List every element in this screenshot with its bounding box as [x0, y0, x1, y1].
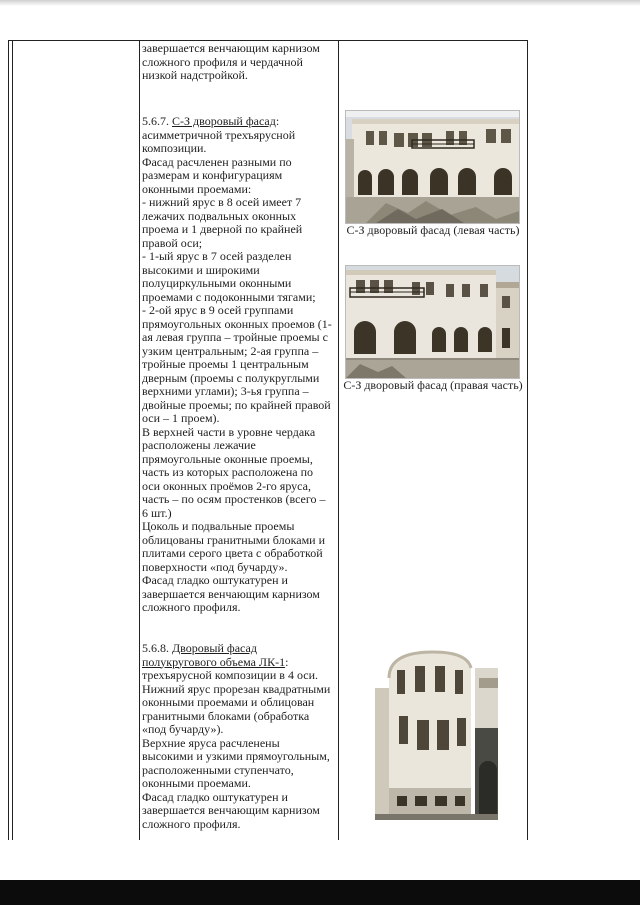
facade-right-photo — [345, 265, 520, 379]
rotunda-image — [375, 648, 498, 820]
facade-left-caption: С-З дворовый фасад (левая часть) — [346, 223, 520, 237]
section-567-paragraph: - нижний ярус в 8 осей имеет 7 лежачих подвальных оконных проема и 1 дверной по крайней правой оси; — [142, 195, 303, 250]
section-568-paragraph: Верхние яруса расчленены высокими и узкими прямоугольным, расположенными ступенчато, оконными проемами. — [142, 735, 330, 790]
facade-left-photo — [345, 110, 520, 224]
section-568-heading-colon: : — [285, 654, 289, 669]
section-567-paragraph: - 2-ой ярус в 9 осей группами прямоугольных оконных проемов (1-ая левая группа – тройные проемы с узким центральным; 2-ая группа – тройные проемы 1 центральным дверным (проемы с полукруглыми верхними углами); 3-ья группа – двойные проемы; по крайней правой оси – 1 проем). — [142, 303, 332, 425]
intro-paragraph — [142, 42, 332, 83]
section-568-paragraph: Нижний ярус прорезан квадратными оконными проемами и облицован гранитными блоками (обработка «под бучарду»). — [142, 681, 331, 736]
section-567-heading: С-З дворовый фасад — [172, 114, 276, 128]
section-567-paragraph: асимметричной трехъярусной композиции. — [142, 127, 296, 155]
section-567-paragraph: В верхней части в уровне чердака расположены лежачие прямоугольные оконные проемы, часть из которых расположена по оси оконных проёмов 2-го яруса, часть – по осям простенков (всего – 6 шт.) — [142, 424, 326, 520]
section-568-number: 5.6.8. — [142, 641, 169, 655]
section-568 — [142, 642, 332, 831]
section-567-paragraph: Фасад гладко оштукатурен и завершается венчающим карнизом сложного профиля. — [142, 573, 320, 614]
table-column-divider — [139, 41, 140, 840]
section-567 — [142, 115, 332, 615]
intro-text: завершается венчающим карнизом сложного профиля и чердачной низкой надстройкой. — [142, 41, 320, 82]
section-567-heading-colon: : — [275, 114, 280, 128]
scan-bottom-edge — [0, 880, 640, 905]
section-567-paragraph: - 1-ый ярус в 7 осей разделен высокими и широкими полуциркульными оконными проемами с подоконными тягами; — [142, 249, 316, 304]
table-column-divider — [12, 41, 13, 840]
table-column-divider — [338, 41, 339, 840]
facade-right-image — [346, 266, 519, 378]
section-568-paragraph: трехъярусной композиции в 4 оси. — [142, 668, 318, 682]
rotunda-photo — [375, 648, 498, 820]
section-567-paragraph: Цоколь и подвальные проемы облицованы гранитными блоками и плитами серого цвета с обработкой поверхности «под бучарду». — [142, 519, 325, 574]
section-568-heading: Дворовый фасад полукругового объема ЛК-1 — [142, 641, 286, 669]
section-568-paragraph: Фасад гладко оштукатурен и завершается венчающим карнизом сложного профиля. — [142, 789, 320, 831]
facade-left-image — [346, 111, 519, 223]
section-567-heading-line — [142, 115, 332, 129]
scan-top-shadow — [0, 0, 640, 6]
section-567-number: 5.6.7. — [142, 114, 169, 128]
facade-right-caption: С-З дворовый фасад (правая часть) — [343, 378, 523, 392]
section-568-heading-line — [142, 642, 332, 669]
section-567-paragraph: Фасад расчленен разными по размерам и конфигурациям оконными проемами: — [142, 154, 292, 196]
